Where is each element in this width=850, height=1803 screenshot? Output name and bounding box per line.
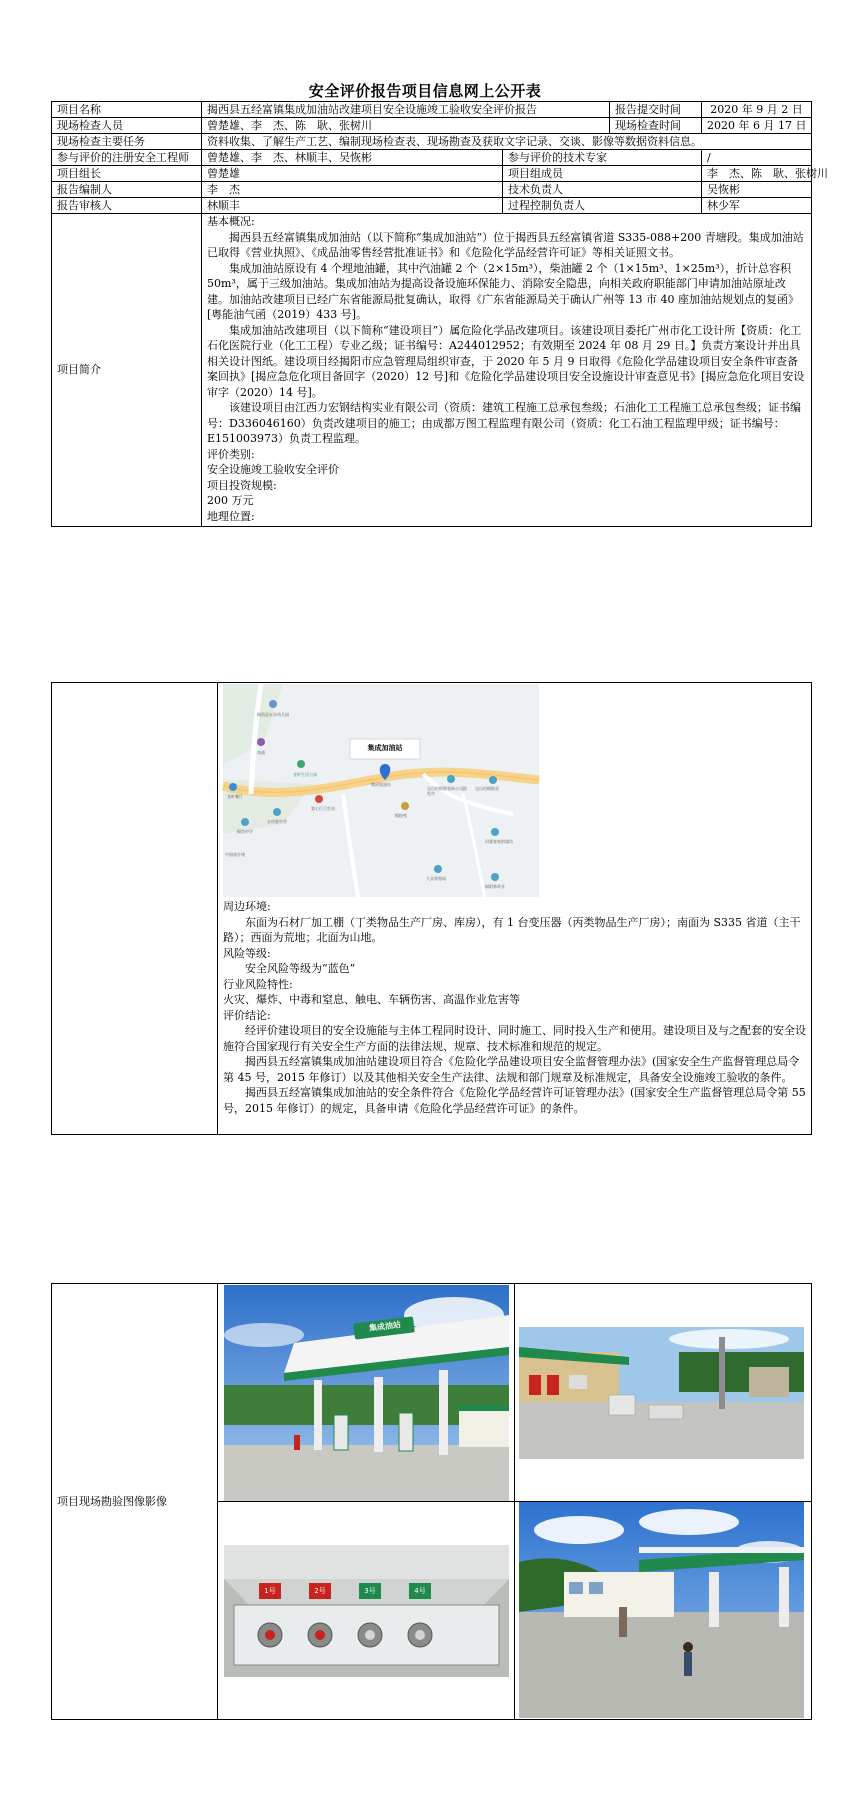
map-label-10: 宝山村钢筋处 <box>475 786 499 791</box>
submit-time-value: 2020 年 9 月 2 日 <box>702 102 812 118</box>
inspect-time-value: 2020 年 6 月 17 日 <box>702 118 812 134</box>
tank-label-1: 1号 <box>264 1586 276 1595</box>
map-label-13: 大众养殖场 <box>426 876 446 881</box>
intro-label: 项目简介 <box>52 214 202 527</box>
scale-value: 200 万元 <box>207 494 254 507</box>
author-label: 报告编制人 <box>52 182 202 198</box>
overview-paragraph-1: 揭西县五经富镇集成加油站（以下简称“集成加油站”）位于揭西县五经富镇省道 S335-088+200 青塘段。集成加油站已取得《营业执照》、《成品油零售经营批准证书》和《危险化学品经营许可证》等相关证照文书。 <box>207 230 804 259</box>
photo-cell-yard <box>515 1284 812 1502</box>
engineers-value: 曾楚雄、李 杰、林顺丰、吴恢彬 <box>202 150 503 166</box>
experts-value: / <box>702 150 812 166</box>
industry-heading: 行业风险特性: <box>223 977 293 991</box>
overview-paragraph-2: 集成加油站原设有 4 个埋地油罐，其中汽油罐 2 个（2×15m³），柴油罐 2 个（1×15m³、1×25m³），折计总容积 50m³，属于三级加油站。集成加油站为提高设备设施环保能力、消除安全隐患，向相关政府职能部门申请加油站原址改建。加油站改建项目已经广东省能源局批复确认，取得《广东省能源局关于确认广州等 13 市 40 座加油站规划点的复函》[粤能油气函（2019）433 号]。 <box>207 261 799 321</box>
map-label-1: 揭西县五社幼儿园 <box>257 712 289 717</box>
photo-canopy[interactable] <box>224 1285 509 1501</box>
industry-value: 火灾、爆炸、中毒和窒息、触电、车辆伤害、高温作业危害等 <box>223 993 520 1006</box>
overview-paragraph-3: 集成加油站改建项目（以下简称“建设项目”）属危险化学品改建项目。该建设项目委托广州市化工设计所【资质：化工石化医院行业（化工工程）专业乙级；证书编号：A244012952；有效期至 2024 年 08 月 29 日。】负责方案设计并出具相关设计图纸。建设项目经揭阳市应急管理局组织审查，于 2020 年 5 月 9 日取得《危险化学品建设项目安全条件审查备案回执》[揭应急危化项目备回字（2020）12 号]和《危险化学品建设项目安全设施设计审查意见书》[揭应急危化项目安设审字（2020）14 号]。 <box>207 323 805 399</box>
overview-heading: 基本概况: <box>207 215 255 228</box>
map-label-2: 南浦 <box>257 750 265 755</box>
map-label-8: 集成加油站 <box>371 782 391 787</box>
env-heading: 周边环境: <box>223 900 271 913</box>
map-label-6: 五经富中学 <box>267 819 287 824</box>
map-label-12: 河婆客家围墙坊 <box>485 839 513 844</box>
conclusion-paragraph-1: 经评价建设项目的安全设施能与主体工程同时设计、同时施工、同时投入生产和使用。建设项目及与之配套的安全设施符合国家现行有关安全生产方面的法律法规、规章、技术标准和规范的规定。 <box>223 1024 806 1053</box>
conclusion-paragraph-2: 揭西县五经富镇集成加油站建设项目符合《危险化学品建设项目安全监督管理办法》(国家安全生产监督管理总局令第 45 号，2015 年修订）以及其他相关安全生产法律、法规和部门规章及标准规定，具备安全设施竣工验收的条件。 <box>223 1055 800 1084</box>
page-title: 安全评价报告项目信息网上公开表 <box>308 82 542 100</box>
env-value: 东面为石材厂加工棚（丁类物品生产厂房、库房），有 1 台变压器（丙类物品生产厂房）；南面为 S335 省道（主干路）；西面为荒地；北面为山地。 <box>223 915 801 944</box>
conclusion-paragraph-3: 揭西县五经富镇集成加油站的安全条件符合《危险化学品经营许可证管理办法》(国家安全生产监督管理总局令第 55 号，2015 年修订）的规定，具备申请《危险化学品经营许可证》的条件。 <box>223 1086 806 1115</box>
members-label: 项目组成员 <box>503 166 702 182</box>
photo-cell-forecourt <box>515 1502 812 1720</box>
photo-cell-canopy <box>218 1284 515 1502</box>
risk-value: 安全风险等级为“蓝色” <box>245 962 356 975</box>
eval-type-value: 安全设施竣工验收安全评价 <box>207 463 339 476</box>
map-label-14: 揭阳林草业 <box>485 884 505 889</box>
map-label-9: 宝山村钢筋装饰公司批发市 <box>427 786 467 796</box>
engineers-label: 参与评价的注册安全工程师 <box>52 150 202 166</box>
photo-tanks-image <box>224 1545 509 1677</box>
inspector-label: 现场检查人员 <box>52 118 202 134</box>
map-label-5: 第七行卫生站 <box>311 806 335 811</box>
photo-cell-tanks <box>218 1502 515 1720</box>
map-label-4: 龙虾餐厅 <box>227 794 243 799</box>
conclusion-heading: 评价结论: <box>223 1008 271 1022</box>
inspector-value: 曾楚雄、李 杰、陈 耿、张树川 <box>202 118 610 134</box>
intro-continued-table <box>51 682 812 1135</box>
info-table <box>51 101 829 527</box>
map-label-7: 揭西中学 <box>237 829 253 834</box>
process-lead-value: 林少军 <box>702 198 812 214</box>
photo-tanks[interactable] <box>224 1545 509 1677</box>
intro-continued-content <box>218 683 812 1135</box>
tech-lead-value: 吴恢彬 <box>702 182 812 198</box>
map-label-11: 榴桂苑 <box>395 813 407 818</box>
scale-heading: 项目投资规模: <box>207 478 277 492</box>
location-map[interactable] <box>223 684 539 897</box>
map-callout: 集成加油站 <box>367 744 403 752</box>
tasks-value: 资料收集、了解生产工艺、编制现场检查表、现场勘查及获取文字记录、交谈、影像等数据资料信息。 <box>202 134 812 150</box>
tech-lead-label: 技术负责人 <box>503 182 702 198</box>
members-value: 李 杰、陈 耿、张树川 <box>702 166 812 182</box>
photo-forecourt[interactable] <box>519 1502 804 1718</box>
project-name-label: 项目名称 <box>52 102 202 118</box>
map-label-15: 中国南方统 <box>225 852 245 857</box>
intro-content <box>202 214 812 527</box>
canopy-sign: 集成油站 <box>368 1320 402 1333</box>
photos-label: 项目现场勘验图像影像 <box>52 1284 218 1720</box>
intro-continued-label <box>52 683 218 1135</box>
map-label-3: 金虾生活公园 <box>293 772 317 777</box>
tasks-label: 现场检查主要任务 <box>52 134 202 150</box>
project-name-value: 揭西县五经富镇集成加油站改建项目安全设施竣工验收安全评价报告 <box>202 102 610 118</box>
location-heading: 地理位置: <box>207 509 255 523</box>
reviewer-value: 林顺丰 <box>202 198 503 214</box>
author-value: 李 杰 <box>202 182 503 198</box>
overview-paragraph-4: 该建设项目由江西力宏钢结构实业有限公司（资质：建筑工程施工总承包叁级；石油化工工程施工总承包叁级；证书编号：D336046160）负责改建项目的施工；由成都万图工程监理有限公司（资质：化工石油工程监理甲级；证书编号：E151003973）负责工程监理。 <box>207 401 801 445</box>
experts-label: 参与评价的技术专家 <box>503 150 702 166</box>
photo-yard[interactable] <box>519 1327 804 1459</box>
leader-value: 曾楚雄 <box>202 166 503 182</box>
leader-label: 项目组长 <box>52 166 202 182</box>
photo-yard-image <box>519 1327 804 1459</box>
submit-time-label: 报告提交时间 <box>610 102 702 118</box>
process-lead-label: 过程控制负责人 <box>503 198 702 214</box>
inspect-time-label: 现场检查时间 <box>610 118 702 134</box>
risk-heading: 风险等级: <box>223 946 271 960</box>
eval-type-heading: 评价类别: <box>207 447 255 461</box>
tank-label-3: 3号 <box>364 1586 376 1595</box>
photos-table <box>51 1283 812 1720</box>
reviewer-label: 报告审核人 <box>52 198 202 214</box>
tank-label-2: 2号 <box>314 1586 326 1595</box>
tank-label-4: 4号 <box>414 1586 426 1595</box>
photo-forecourt-image <box>519 1502 804 1718</box>
photo-canopy-image <box>224 1285 509 1501</box>
